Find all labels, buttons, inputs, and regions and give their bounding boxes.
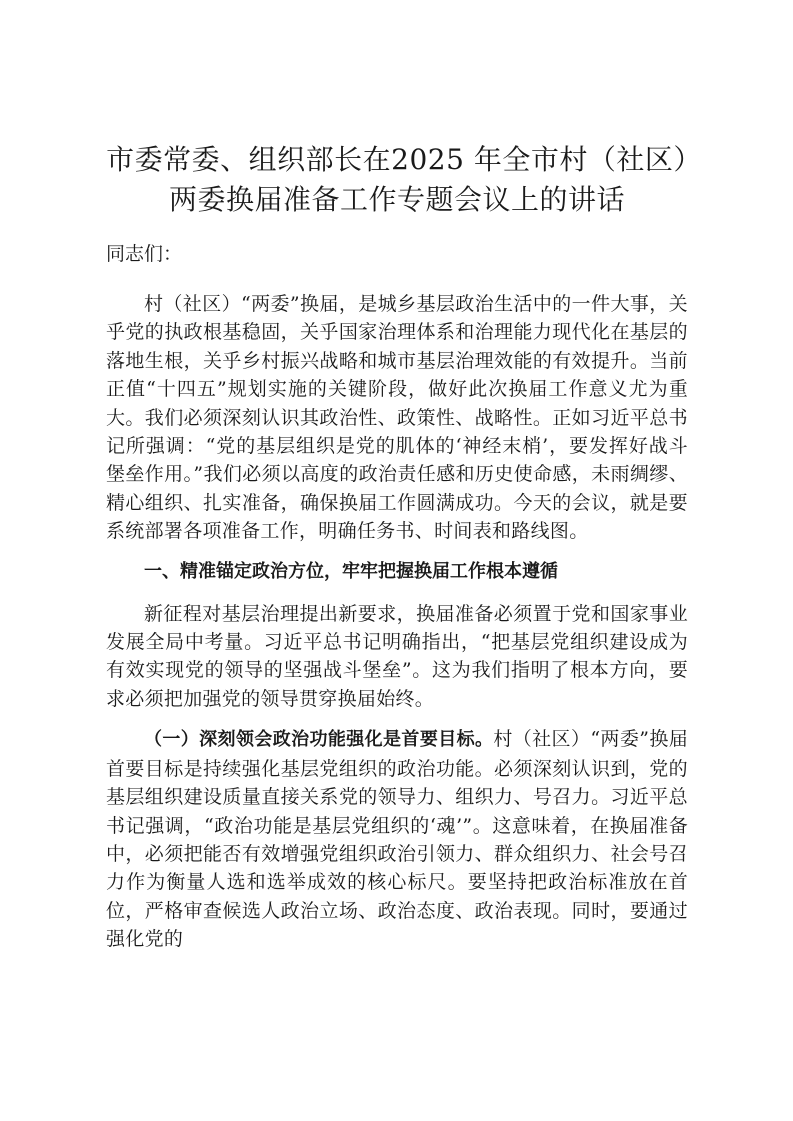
opening-paragraph: 村（社区）“两委”换届，是城乡基层政治生活中的一件大事，关乎党的执政根基稳固，关乎国家治理体系和治理能力现代化在基层的落地生根，关乎乡村振兴战略和城市基层治理效能的有效提升。当前正值“十四五”规划实施的关键阶段，做好此次换届工作意义尤为重大。我们必须深刻认识其政治性、政策性、战略性。正如习近平总书记所强调：“党的基层组织是党的肌体的‘神经末梢’，要发挥好战斗堡垒作用。”我们必须以高度的政治责任感和历史使命感，未雨绸缪、精心组织、扎实准备，确保换届工作圆满成功。今天的会议，就是要系统部署各项准备工作，明确任务书、时间表和路线图。: [106, 293, 688, 543]
document-page: [106, 140, 688, 966]
section-1-intro: 新征程对基层治理提出新要求，换届准备必须置于党和国家事业发展全局中考量。习近平总书记明确指出，“把基层党组织建设成为有效实现党的领导的坚强战斗堡垒”。这为我们指明了根本方向，要求必须把加强党的领导贯穿换届始终。: [106, 602, 688, 710]
subsection-1-heading: （一）深刻领会政治功能强化是首要目标。: [144, 729, 494, 751]
salutation: 同志们：: [106, 243, 183, 265]
subsection-1-text: 村（社区）“两委”换届首要目标是持续强化基层党组织的政治功能。必须深刻认识到，党的基层组织建设质量直接关系党的领导力、组织力、号召力。习近平总书记强调，“政治功能是基层党组织的‘魂’”。这意味着，在换届准备中，必须把能否有效增强党组织政治引领力、群众组织力、社会号召力作为衡量人选和选举成效的核心标尺。要坚持把政治标准放在首位，严格审查候选人政治立场、政治态度、政治表现。同时，要通过强化党的: [106, 728, 689, 951]
section-1-heading: 一、精准锚定政治方位，牢牢把握换届工作根本遵循: [144, 560, 558, 582]
document-title: 市委常委、组织部长在2025 年全市村（社区）两委换届准备工作专题会议上的讲话: [106, 143, 688, 216]
subsection-1-paragraph: [106, 725, 688, 953]
